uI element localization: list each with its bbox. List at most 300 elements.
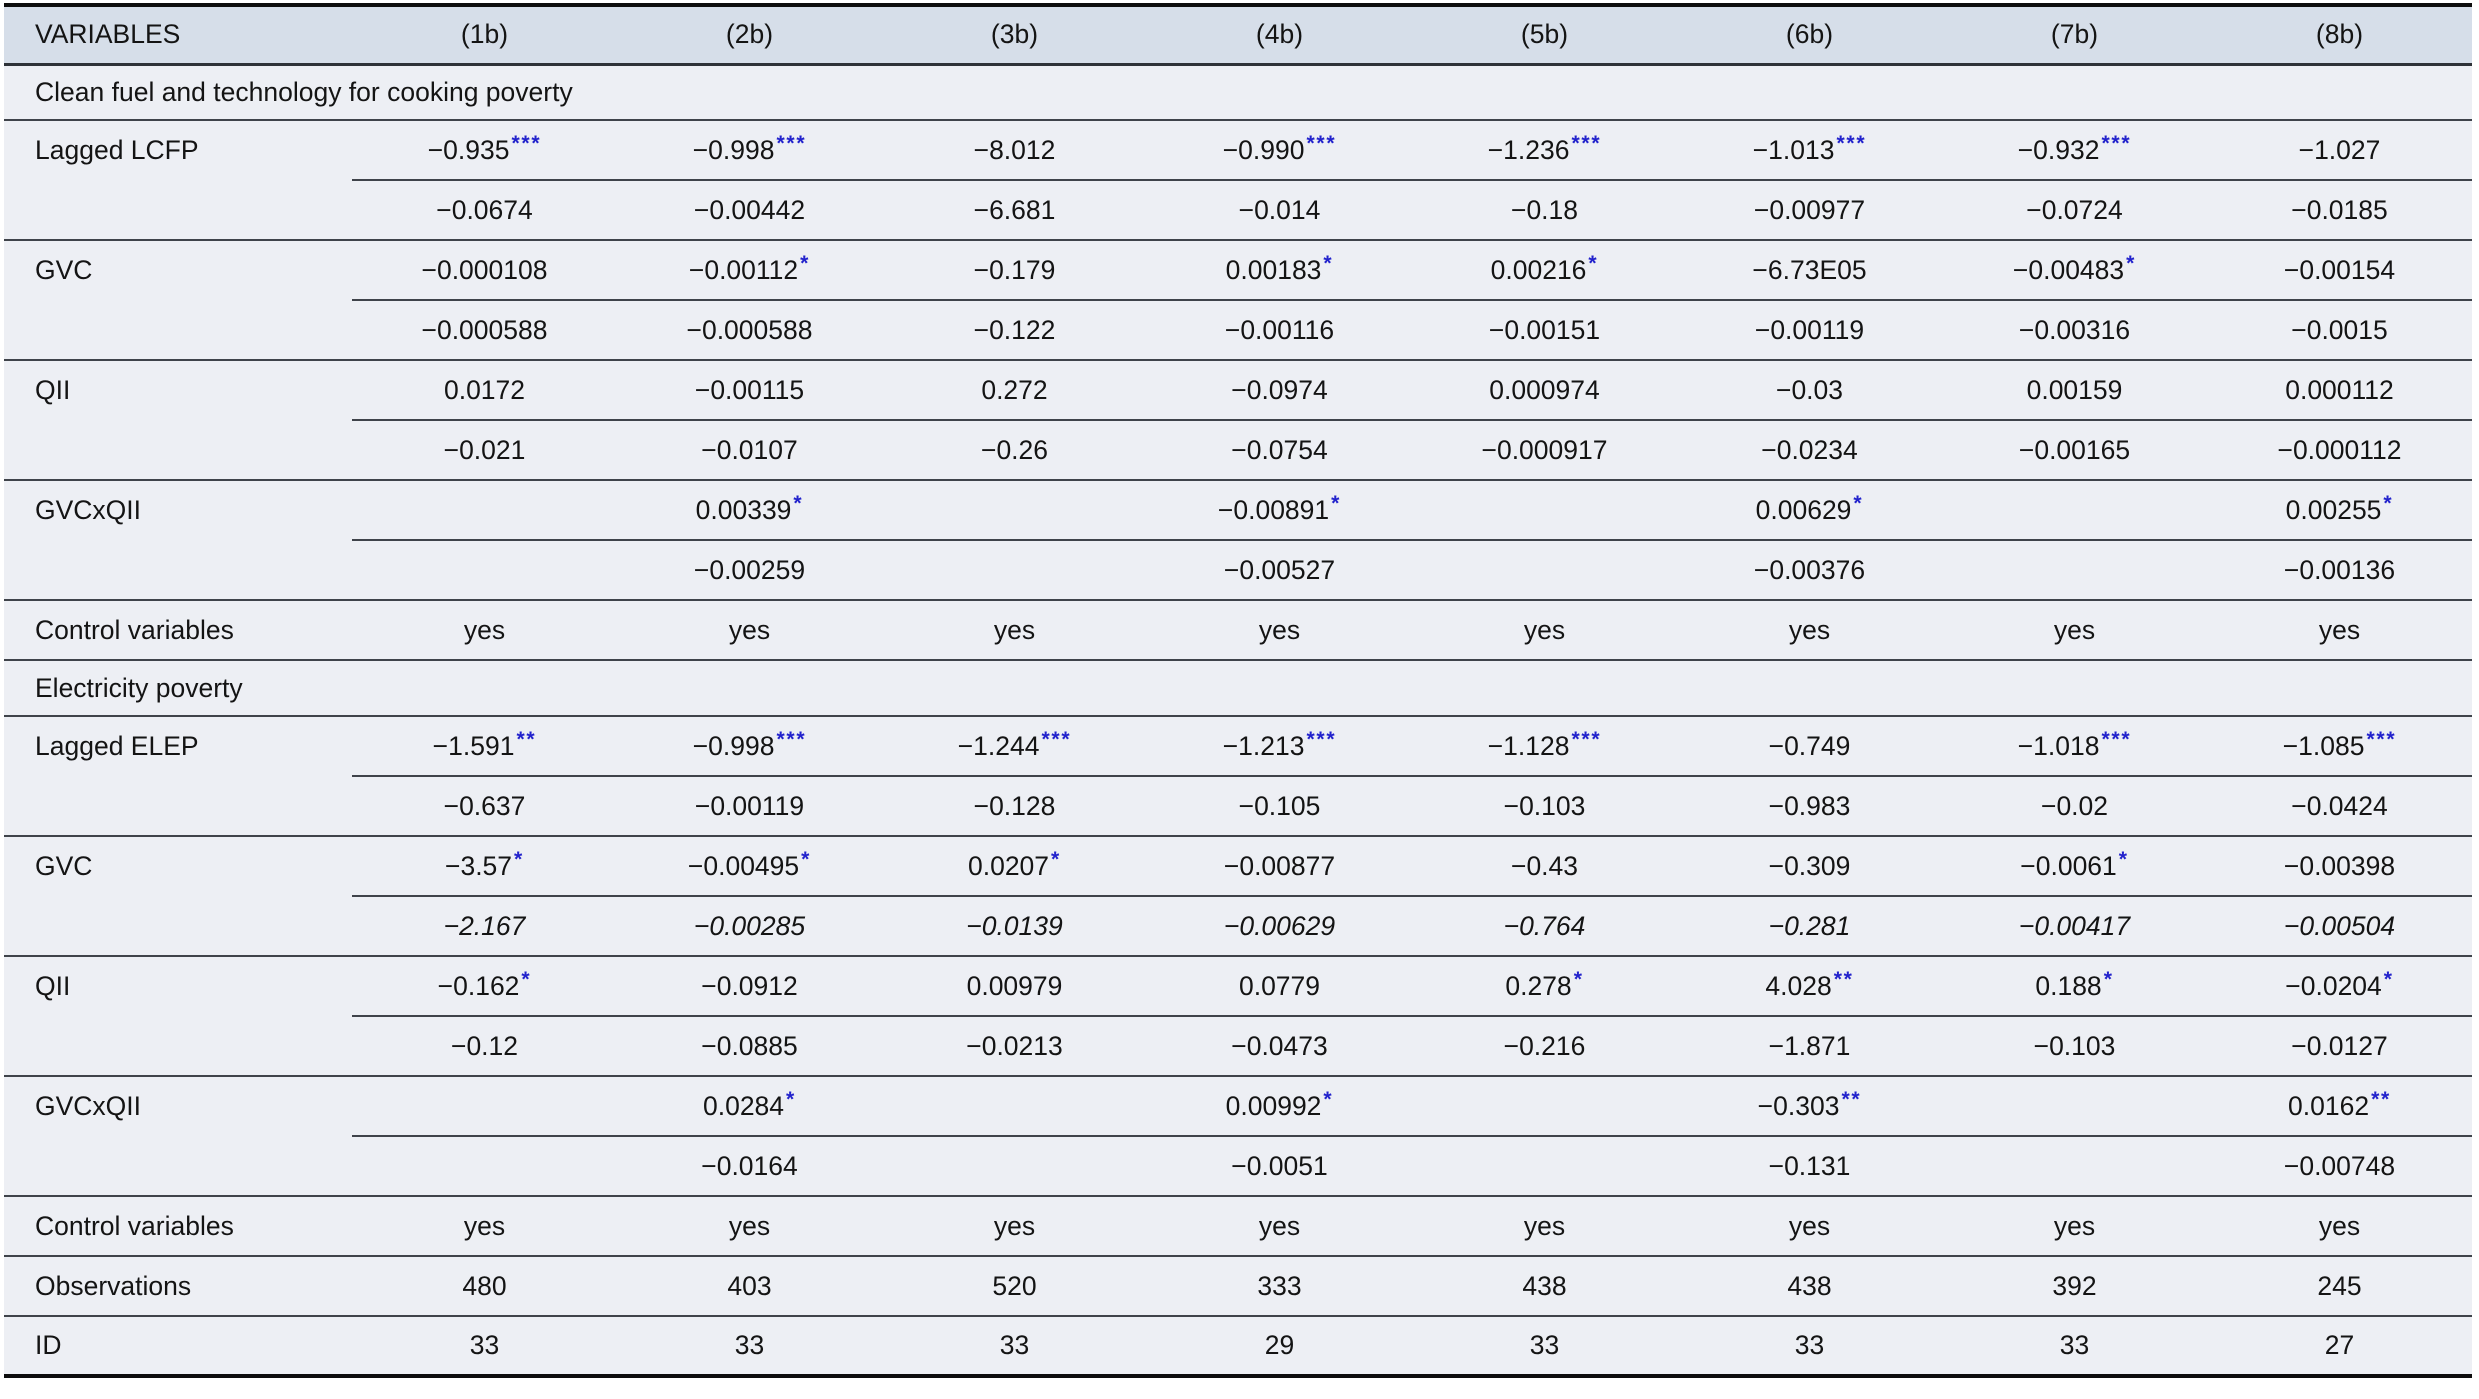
value-cell: −0.0015 [2207,300,2472,360]
coefficient-value: −0.000108 [421,254,548,285]
significance-stars: ** [2371,1087,2391,1111]
single-row [4,600,2472,660]
value-cell: 245 [2207,1256,2472,1316]
coefficient-value: −0.935 [427,134,510,165]
coefficient-value: −1.085 [2282,730,2365,761]
value-cell [352,540,617,600]
value-cell [882,836,1147,896]
significance-stars: ** [1841,1087,1862,1111]
coefficient-value: −6.73E05 [1752,254,1867,285]
value-cell [1412,240,1677,300]
value-cell: −0.128 [882,776,1147,836]
value-cell [1942,240,2207,300]
value-cell: −0.0473 [1147,1016,1412,1076]
row-label: GVC [35,255,93,285]
row-label: QII [35,971,71,1001]
se-row [4,776,2472,836]
coefficient-value: −0.749 [1768,730,1851,761]
row-label: Control variables [4,1196,352,1256]
value-cell: yes [2207,1196,2472,1256]
value-cell: yes [882,600,1147,660]
value-cell: 520 [882,1256,1147,1316]
value-cell: yes [2207,600,2472,660]
value-cell [352,956,617,1016]
value-cell: −0.00119 [617,776,882,836]
value-cell: −0.00316 [1942,300,2207,360]
coefficient-value: −0.00398 [2283,850,2396,881]
value-cell [2207,716,2472,776]
value-cell: −0.983 [1677,776,1942,836]
value-cell [1412,540,1677,600]
value-cell: 333 [1147,1256,1412,1316]
coefficient-value: −8.012 [973,134,1056,165]
value-cell: yes [1147,1196,1412,1256]
coefficient-value: 0.0162 [2288,1090,2370,1121]
value-cell [882,716,1147,776]
coefficient-value: −1.236 [1487,134,1570,165]
value-cell: −0.216 [1412,1016,1677,1076]
significance-stars: * [801,847,812,871]
value-cell [2207,360,2472,420]
coefficient-value: −0.0061 [2020,850,2117,881]
significance-stars: *** [2101,727,2132,751]
coefficient-value: 0.0284 [702,1090,785,1121]
value-cell: −0.0724 [1942,180,2207,240]
value-cell: −2.167 [352,896,617,956]
significance-stars: * [1331,491,1342,515]
significance-stars: * [521,967,532,991]
value-cell [1147,240,1412,300]
value-cell: −0.0234 [1677,420,1942,480]
column-header-5b: (5b) [1412,5,1677,64]
section-row [4,660,2472,716]
se-row [4,300,2472,360]
value-cell: −0.00527 [1147,540,1412,600]
significance-stars: * [2103,967,2114,991]
coefficient-value: 0.0779 [1238,970,1321,1001]
value-cell: −0.131 [1677,1136,1942,1196]
significance-stars: * [1323,251,1334,275]
coef-row [4,956,2472,1016]
single-row [4,1316,2472,1376]
value-cell: −0.122 [882,300,1147,360]
value-cell [352,360,617,420]
coefficient-value: −0.0912 [701,970,798,1001]
coefficient-value: −1.128 [1487,730,1570,761]
value-cell: −0.00629 [1147,896,1412,956]
se-row [4,180,2472,240]
value-cell [352,1136,617,1196]
coefficient-value: 4.028 [1765,970,1832,1001]
value-cell: −0.0127 [2207,1016,2472,1076]
column-header-6b: (6b) [1677,5,1942,64]
coefficient-value: 0.0172 [443,374,526,405]
row-label: QII [35,375,71,405]
coefficient-value: −0.932 [2017,134,2100,165]
significance-stars: * [1853,491,1864,515]
value-cell [1677,956,1942,1016]
value-cell [1147,836,1412,896]
column-header-3b: (3b) [882,5,1147,64]
significance-stars: * [1323,1087,1334,1111]
coefficient-value: −3.57 [444,850,513,881]
value-cell: −0.00119 [1677,300,1942,360]
value-cell: −0.00259 [617,540,882,600]
value-cell: −0.000112 [2207,420,2472,480]
value-cell: yes [617,600,882,660]
single-row [4,1256,2472,1316]
significance-stars: *** [776,131,807,155]
value-cell: −0.000917 [1412,420,1677,480]
coef-row [4,240,2472,300]
value-cell [1412,836,1677,896]
coefficient-value: −0.00483 [2012,254,2125,285]
value-cell [1942,480,2207,540]
coefficient-value: −0.0204 [2285,970,2382,1001]
significance-stars: *** [2101,131,2132,155]
coefficient-value: −0.309 [1768,850,1851,881]
value-cell [882,956,1147,1016]
significance-stars: * [793,491,804,515]
value-cell [882,540,1147,600]
value-cell [617,716,882,776]
value-cell [2207,956,2472,1016]
coefficient-value: −1.013 [1752,134,1835,165]
coefficient-value: −0.303 [1757,1090,1840,1121]
coef-row [4,120,2472,180]
value-cell [882,120,1147,180]
value-cell: −0.00977 [1677,180,1942,240]
value-cell [1147,480,1412,540]
value-cell: −0.0754 [1147,420,1412,480]
value-cell: 33 [617,1316,882,1376]
value-cell: yes [1677,1196,1942,1256]
value-cell [882,360,1147,420]
value-cell: −0.281 [1677,896,1942,956]
value-cell [1677,120,1942,180]
value-cell [1412,716,1677,776]
section-header: Clean fuel and technology for cooking poverty [4,64,2472,120]
value-cell [1677,480,1942,540]
value-cell: 33 [1942,1316,2207,1376]
se-row [4,540,2472,600]
value-cell [352,836,617,896]
value-cell: yes [1412,600,1677,660]
value-cell: yes [1942,600,2207,660]
value-cell: −0.103 [1412,776,1677,836]
coef-row [4,480,2472,540]
coefficient-value: −0.00115 [694,374,805,405]
value-cell [1412,360,1677,420]
value-cell: −0.12 [352,1016,617,1076]
value-cell: −0.00285 [617,896,882,956]
value-cell: yes [1412,1196,1677,1256]
column-header-7b: (7b) [1942,5,2207,64]
value-cell: −0.000588 [352,300,617,360]
value-cell: 33 [352,1316,617,1376]
value-cell [1147,360,1412,420]
value-cell [2207,240,2472,300]
value-cell: 438 [1412,1256,1677,1316]
table-header-row [4,5,2472,64]
significance-stars: * [1573,967,1584,991]
coefficient-value: 0.000112 [2285,374,2394,405]
value-cell: yes [882,1196,1147,1256]
significance-stars: * [1588,251,1599,275]
row-label: Lagged ELEP [35,731,199,761]
se-row [4,896,2472,956]
value-cell [882,240,1147,300]
value-cell [352,120,617,180]
value-cell: 403 [617,1256,882,1316]
value-cell: −0.0424 [2207,776,2472,836]
coefficient-value: −0.00891 [1217,494,1330,525]
coefficient-value: −0.43 [1510,850,1579,881]
significance-stars: * [2383,967,2394,991]
row-label: GVCxQII [35,1091,142,1121]
row-label: GVC [35,851,93,881]
section-header: Electricity poverty [4,660,2472,716]
value-cell [882,1076,1147,1136]
coef-row [4,836,2472,896]
value-cell: −0.00116 [1147,300,1412,360]
significance-stars: *** [511,131,542,155]
coef-row [4,716,2472,776]
significance-stars: *** [1571,727,1602,751]
value-cell: 33 [1412,1316,1677,1376]
coefficient-value: −0.00877 [1223,850,1336,881]
row-label [4,540,352,600]
value-cell [1942,1076,2207,1136]
value-cell: −0.00417 [1942,896,2207,956]
row-label: Observations [4,1256,352,1316]
value-cell: −0.00136 [2207,540,2472,600]
coefficient-value: 0.0207 [967,850,1050,881]
coefficient-value: −0.00495 [687,850,800,881]
value-cell: yes [1147,600,1412,660]
value-cell: −0.00504 [2207,896,2472,956]
value-cell: −1.871 [1677,1016,1942,1076]
coefficient-value: −0.998 [692,134,775,165]
row-label: Control variables [4,600,352,660]
coefficient-value: −1.018 [2017,730,2100,761]
value-cell: −0.764 [1412,896,1677,956]
coefficient-value: 0.00216 [1490,254,1587,285]
row-label [4,420,352,480]
value-cell [1412,120,1677,180]
value-cell: −0.021 [352,420,617,480]
coefficient-value: 0.00255 [2285,494,2382,525]
coefficient-value: 0.00183 [1225,254,1322,285]
significance-stars: * [2383,491,2394,515]
value-cell [1942,540,2207,600]
coefficient-value: 0.000974 [1489,374,1600,405]
value-cell: yes [1942,1196,2207,1256]
value-cell: 480 [352,1256,617,1316]
coefficient-value: −1.213 [1222,730,1305,761]
value-cell: 27 [2207,1316,2472,1376]
significance-stars: * [800,251,811,275]
single-row [4,1196,2472,1256]
value-cell [1147,716,1412,776]
significance-stars: *** [1306,727,1337,751]
value-cell [2207,1076,2472,1136]
value-cell: −0.0164 [617,1136,882,1196]
value-cell: yes [352,600,617,660]
value-cell [882,1136,1147,1196]
significance-stars: *** [1836,131,1867,155]
column-header-variables: VARIABLES [4,5,352,64]
value-cell: −0.00151 [1412,300,1677,360]
value-cell: −6.681 [882,180,1147,240]
value-cell [1412,480,1677,540]
value-cell: −0.014 [1147,180,1412,240]
coefficient-value: −0.00154 [2283,254,2396,285]
row-label [4,1136,352,1196]
coefficient-value: 0.00979 [966,970,1063,1001]
coef-row [4,1076,2472,1136]
se-row [4,1016,2472,1076]
coefficient-value: 0.00159 [2026,374,2123,405]
significance-stars: *** [776,727,807,751]
value-cell [1677,240,1942,300]
coefficient-value: 0.272 [981,374,1048,405]
value-cell: −0.103 [1942,1016,2207,1076]
significance-stars: * [786,1087,796,1111]
coefficient-value: −1.027 [2298,134,2381,165]
value-cell [1412,956,1677,1016]
value-cell: −0.26 [882,420,1147,480]
value-cell: −0.0213 [882,1016,1147,1076]
value-cell [1942,360,2207,420]
significance-stars: ** [1833,967,1854,991]
value-cell: −0.18 [1412,180,1677,240]
value-cell: 33 [1677,1316,1942,1376]
value-cell: −0.637 [352,776,617,836]
column-header-1b: (1b) [352,5,617,64]
value-cell [352,240,617,300]
coefficient-value: −1.591 [432,730,515,761]
value-cell [617,240,882,300]
coefficient-value: −0.179 [973,254,1056,285]
section-row [4,64,2472,120]
value-cell: −0.0885 [617,1016,882,1076]
significance-stars: *** [1306,131,1337,155]
value-cell [1677,836,1942,896]
value-cell [1677,716,1942,776]
value-cell: 438 [1677,1256,1942,1316]
row-label [4,300,352,360]
significance-stars: ** [516,727,537,751]
value-cell [1412,1076,1677,1136]
value-cell [2207,480,2472,540]
value-cell [1147,956,1412,1016]
value-cell [1147,120,1412,180]
coefficient-value: 0.188 [2035,970,2102,1001]
value-cell [1677,360,1942,420]
value-cell: 29 [1147,1316,1412,1376]
column-header-8b: (8b) [2207,5,2472,64]
value-cell [617,120,882,180]
value-cell: −0.0107 [617,420,882,480]
row-label [4,896,352,956]
value-cell [1412,1136,1677,1196]
value-cell: −0.0139 [882,896,1147,956]
value-cell: −0.00748 [2207,1136,2472,1196]
value-cell: yes [617,1196,882,1256]
se-row [4,420,2472,480]
value-cell [2207,120,2472,180]
value-cell: 392 [1942,1256,2207,1316]
coefficient-value: −0.162 [437,970,520,1001]
value-cell: −0.00376 [1677,540,1942,600]
significance-stars: * [2118,847,2129,871]
value-cell [352,480,617,540]
value-cell [352,716,617,776]
regression-table [4,3,2472,1378]
value-cell [617,836,882,896]
value-cell: −0.00165 [1942,420,2207,480]
value-cell [1677,1076,1942,1136]
coefficient-value: −0.03 [1775,374,1844,405]
value-cell: −0.00442 [617,180,882,240]
value-cell: −0.02 [1942,776,2207,836]
column-header-4b: (4b) [1147,5,1412,64]
coefficient-value: −1.244 [957,730,1040,761]
value-cell [1942,120,2207,180]
value-cell [1942,956,2207,1016]
value-cell [1942,836,2207,896]
significance-stars: * [514,847,524,871]
row-label: Lagged LCFP [35,135,199,165]
value-cell [617,480,882,540]
value-cell [882,480,1147,540]
value-cell: 33 [882,1316,1147,1376]
coefficient-value: −0.990 [1222,134,1305,165]
significance-stars: *** [1041,727,1072,751]
row-label [4,1016,352,1076]
value-cell [352,1076,617,1136]
coefficient-value: 0.278 [1505,970,1572,1001]
se-row [4,1136,2472,1196]
value-cell [1942,716,2207,776]
value-cell: −0.0674 [352,180,617,240]
significance-stars: * [2126,251,2137,275]
value-cell: yes [352,1196,617,1256]
row-label: ID [4,1316,352,1376]
significance-stars: *** [2366,727,2397,751]
significance-stars: * [1051,847,1061,871]
value-cell [1942,1136,2207,1196]
value-cell: −0.000588 [617,300,882,360]
coefficient-value: 0.00629 [1755,494,1852,525]
value-cell [617,956,882,1016]
value-cell [2207,836,2472,896]
value-cell [1147,1076,1412,1136]
value-cell: yes [1677,600,1942,660]
value-cell [617,1076,882,1136]
coefficient-value: −0.998 [692,730,775,761]
value-cell: −0.0051 [1147,1136,1412,1196]
significance-stars: *** [1571,131,1602,155]
coef-row [4,360,2472,420]
coefficient-value: −0.0974 [1231,374,1328,405]
row-label [4,180,352,240]
table-body [4,64,2472,1376]
coefficient-value: 0.00339 [695,494,792,525]
column-header-2b: (2b) [617,5,882,64]
row-label [4,776,352,836]
